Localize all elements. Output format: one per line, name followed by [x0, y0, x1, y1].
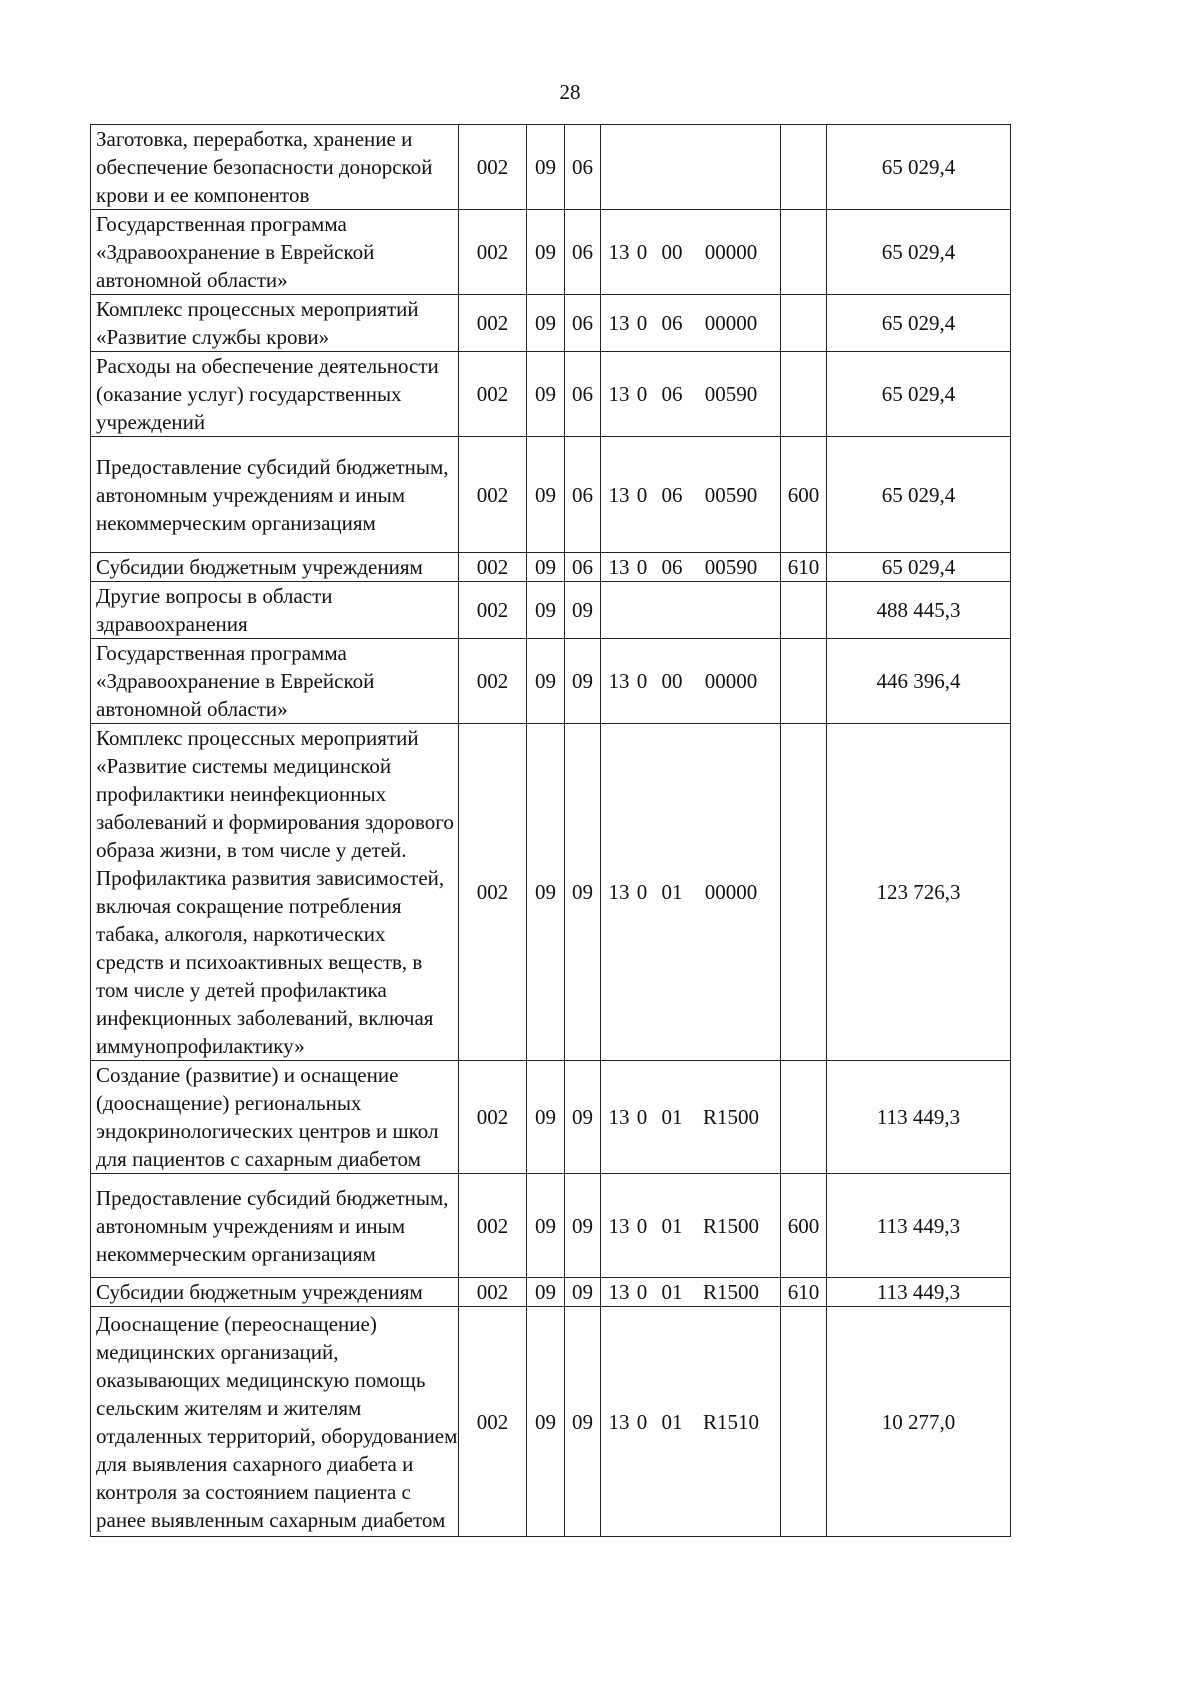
vr-code: [781, 125, 827, 210]
csr-code: [601, 295, 781, 352]
ved-code: 002: [459, 1278, 527, 1307]
csr-part: 13: [608, 1213, 630, 1238]
csr-code: [601, 724, 781, 1061]
csr-part: 0: [636, 555, 648, 579]
csr-part: 13: [608, 240, 630, 264]
csr-part: 00590: [704, 555, 758, 579]
csr-code: [601, 1061, 781, 1174]
ved-code: 002: [459, 437, 527, 553]
pr-code: 09: [565, 1307, 601, 1537]
vr-code: [781, 295, 827, 352]
amount: 446 396,4: [827, 639, 1011, 724]
table-row: [91, 437, 1011, 553]
csr-part: 06: [661, 482, 683, 507]
csr-code: [601, 125, 781, 210]
vr-code: 600: [781, 1174, 827, 1278]
csr-part: 13: [608, 311, 630, 335]
pr-code: 09: [565, 639, 601, 724]
rz-code: 09: [527, 724, 565, 1061]
amount: 65 029,4: [827, 125, 1011, 210]
csr-part: R1510: [702, 1409, 759, 1434]
vr-code: [781, 724, 827, 1061]
csr-part: 01: [661, 1409, 683, 1434]
csr-part: 00590: [704, 482, 758, 507]
pr-code: 09: [565, 1174, 601, 1278]
ved-code: 002: [459, 352, 527, 437]
pr-code: 06: [565, 437, 601, 553]
pr-code: 06: [565, 210, 601, 295]
csr-code: [601, 1174, 781, 1278]
csr-part: 06: [661, 555, 683, 579]
vr-code: 610: [781, 1278, 827, 1307]
table-row: [91, 1174, 1011, 1278]
ved-code: 002: [459, 582, 527, 639]
csr-code: [601, 582, 781, 639]
ved-code: 002: [459, 210, 527, 295]
table-row: [91, 295, 1011, 352]
csr-part: 01: [661, 1280, 683, 1304]
amount: 65 029,4: [827, 437, 1011, 553]
pr-code: 06: [565, 295, 601, 352]
pr-code: 09: [565, 1061, 601, 1174]
table-row: [91, 639, 1011, 724]
csr-part: 13: [608, 1409, 630, 1434]
rz-code: 09: [527, 1278, 565, 1307]
rz-code: 09: [527, 437, 565, 553]
page-number: 28: [559, 80, 581, 104]
csr-part: 00590: [704, 382, 758, 406]
amount: 488 445,3: [827, 582, 1011, 639]
table-row: [91, 1307, 1011, 1537]
csr-part: 13: [608, 669, 630, 693]
csr-part: 01: [661, 1213, 683, 1238]
csr-part: 13: [608, 382, 630, 406]
csr-code: [601, 437, 781, 553]
csr-part: 00: [661, 669, 683, 693]
csr-part: 06: [661, 382, 683, 406]
csr-part: 0: [636, 1105, 648, 1129]
csr-part: 00000: [704, 240, 758, 264]
vr-code: [781, 1061, 827, 1174]
ved-code: 002: [459, 1174, 527, 1278]
ved-code: 002: [459, 1307, 527, 1537]
csr-code: [601, 352, 781, 437]
csr-part: 13: [608, 555, 630, 579]
row-name: Расходы на обеспечение деятельности (оказание услуг) государственных учреждений: [91, 352, 459, 437]
row-name: Создание (развитие) и оснащение (дооснащение) региональных эндокринологических центров и школ для пациентов с сахарным диабетом: [91, 1061, 459, 1174]
row-name: Дооснащение (переоснащение) медицинских организаций, оказывающих медицинскую помощь сельским жителям и жителям отдаленных территорий, оборудованием для выявления сахарного диабета и контроля за состоянием пациента с ранее выявленным сахарным диабетом: [91, 1307, 459, 1537]
vr-code: [781, 1307, 827, 1537]
csr-part: 0: [636, 482, 648, 507]
csr-part: R1500: [702, 1105, 759, 1129]
vr-code: [781, 639, 827, 724]
row-name: Другие вопросы в области здравоохранения: [91, 582, 459, 639]
pr-code: 06: [565, 553, 601, 582]
amount: 65 029,4: [827, 553, 1011, 582]
csr-part: 13: [608, 1105, 630, 1129]
csr-part: 01: [661, 1105, 683, 1129]
row-name: Субсидии бюджетным учреждениям: [91, 1278, 459, 1307]
csr-part: R1500: [702, 1280, 759, 1304]
table-row: [91, 210, 1011, 295]
table-row: [91, 1278, 1011, 1307]
csr-code: [601, 210, 781, 295]
amount: 65 029,4: [827, 295, 1011, 352]
rz-code: 09: [527, 352, 565, 437]
csr-part: 00000: [704, 669, 758, 693]
table-body: [91, 125, 1011, 1537]
csr-part: 0: [636, 240, 648, 264]
csr-part: 0: [636, 382, 648, 406]
csr-code: [601, 1307, 781, 1537]
amount: 113 449,3: [827, 1278, 1011, 1307]
amount: 123 726,3: [827, 724, 1011, 1061]
csr-part: R1500: [702, 1213, 759, 1238]
ved-code: 002: [459, 125, 527, 210]
ved-code: 002: [459, 1061, 527, 1174]
ved-code: 002: [459, 639, 527, 724]
pr-code: 09: [565, 582, 601, 639]
rz-code: 09: [527, 295, 565, 352]
csr-part: 0: [636, 1213, 648, 1238]
table-row: [91, 553, 1011, 582]
rz-code: 09: [527, 639, 565, 724]
rz-code: 09: [527, 210, 565, 295]
csr-part: 00000: [704, 880, 758, 904]
rz-code: 09: [527, 1307, 565, 1537]
table-row: [91, 1061, 1011, 1174]
csr-code: [601, 1278, 781, 1307]
table-row: [91, 125, 1011, 210]
pr-code: 06: [565, 352, 601, 437]
csr-part: 13: [608, 482, 630, 507]
csr-part: 13: [608, 880, 630, 904]
csr-code: [601, 553, 781, 582]
rz-code: 09: [527, 125, 565, 210]
csr-part: 06: [661, 311, 683, 335]
amount: 113 449,3: [827, 1061, 1011, 1174]
pr-code: 09: [565, 1278, 601, 1307]
row-name: Субсидии бюджетным учреждениям: [91, 553, 459, 582]
csr-code: [601, 639, 781, 724]
amount: 113 449,3: [827, 1174, 1011, 1278]
csr-part: 13: [608, 1280, 630, 1304]
ved-code: 002: [459, 724, 527, 1061]
rz-code: 09: [527, 1174, 565, 1278]
csr-part: 01: [661, 880, 683, 904]
row-name: Заготовка, переработка, хранение и обеспечение безопасности донорской крови и ее компонентов: [91, 125, 459, 210]
csr-part: 0: [636, 880, 648, 904]
ved-code: 002: [459, 295, 527, 352]
row-name: Предоставление субсидий бюджетным, автономным учреждениям и иным некоммерческим организациям: [91, 1174, 459, 1278]
pr-code: 06: [565, 125, 601, 210]
amount: 10 277,0: [827, 1307, 1011, 1537]
ved-code: 002: [459, 553, 527, 582]
row-name: Предоставление субсидий бюджетным, автономным учреждениям и иным некоммерческим организациям: [91, 437, 459, 553]
csr-part: 00000: [704, 311, 758, 335]
csr-part: 0: [636, 669, 648, 693]
rz-code: 09: [527, 582, 565, 639]
amount: 65 029,4: [827, 352, 1011, 437]
csr-part: 0: [636, 1280, 648, 1304]
vr-code: [781, 352, 827, 437]
csr-part: 0: [636, 1409, 648, 1434]
rz-code: 09: [527, 1061, 565, 1174]
row-name: Комплекс процессных мероприятий «Развитие системы медицинской профилактики неинфекционных заболеваний и формирования здорового образа жизни, в том числе у детей. Профилактика развития зависимостей, включая сокращение потребления табака, алкоголя, наркотических средств и психоактивных веществ, в том числе у детей профилактика инфекционных заболеваний, включая иммунопрофилактику»: [91, 724, 459, 1061]
pr-code: 09: [565, 724, 601, 1061]
row-name: Государственная программа «Здравоохранение в Еврейской автономной области»: [91, 210, 459, 295]
vr-code: [781, 582, 827, 639]
table-row: [91, 352, 1011, 437]
row-name: Комплекс процессных мероприятий «Развитие службы крови»: [91, 295, 459, 352]
row-name: Государственная программа «Здравоохранение в Еврейской автономной области»: [91, 639, 459, 724]
budget-table: [90, 124, 1011, 1537]
csr-part: 00: [661, 240, 683, 264]
amount: 65 029,4: [827, 210, 1011, 295]
vr-code: [781, 210, 827, 295]
rz-code: 09: [527, 553, 565, 582]
table-row: [91, 582, 1011, 639]
vr-code: 610: [781, 553, 827, 582]
table-row: [91, 724, 1011, 1061]
vr-code: 600: [781, 437, 827, 553]
csr-part: 0: [636, 311, 648, 335]
